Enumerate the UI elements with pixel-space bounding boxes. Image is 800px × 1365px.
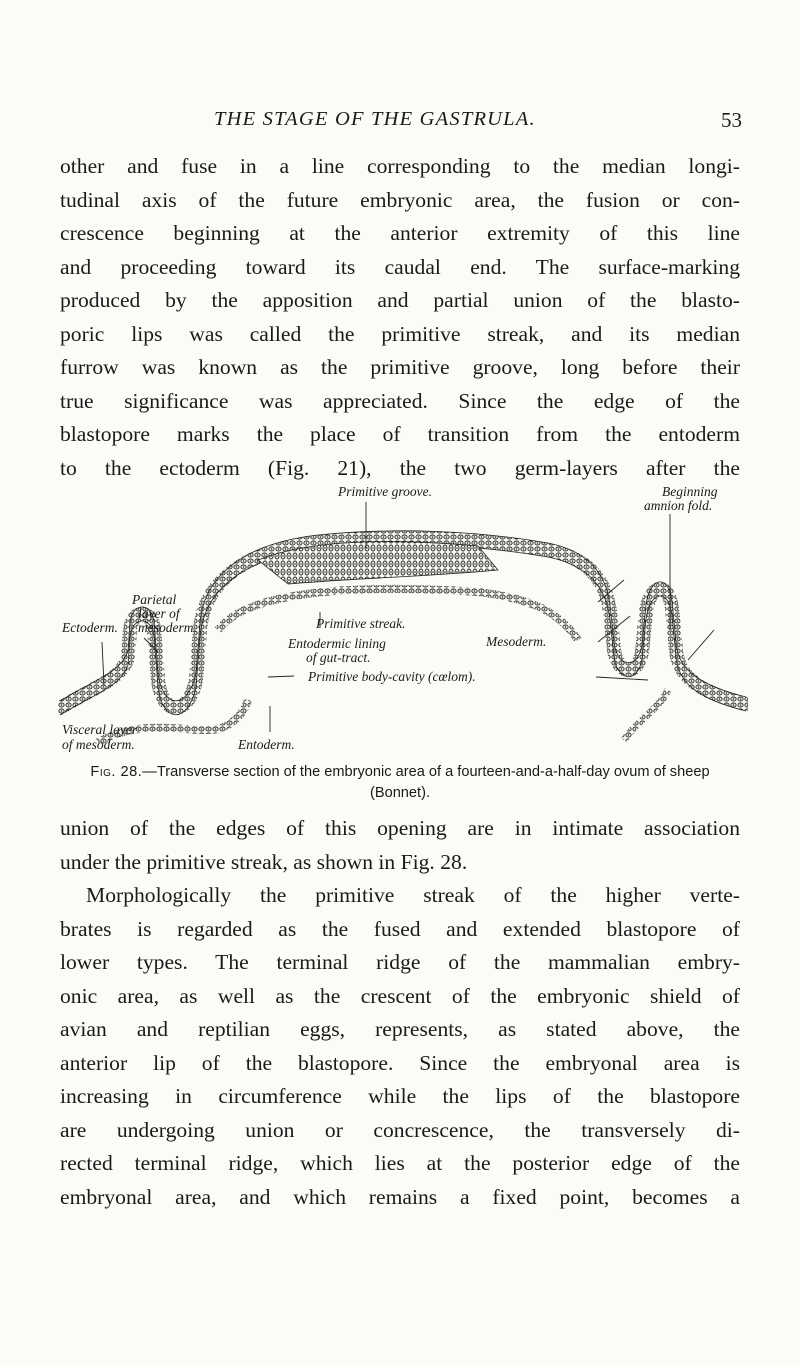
figure-caption <box>60 762 740 804</box>
text-line: under the primitive streak, as shown in Fig. 28. <box>60 849 468 874</box>
running-head-title: THE STAGE OF THE GASTRULA. <box>214 108 536 130</box>
running-head <box>0 108 800 138</box>
text-line: are undergoing union or concrescence, the transversely di- <box>60 1117 740 1142</box>
text-line: crescence beginning at the anterior extremity of this line <box>60 221 740 245</box>
label-entoderm: Entoderm. <box>238 737 295 752</box>
text-line: Morphologically the primitive streak of the higher verte- <box>86 883 740 907</box>
text-line: tudinal axis of the future embryonic area, the fusion or con- <box>60 187 740 212</box>
text-line: to the ectoderm (Fig. 21), the two germ-layers after the <box>60 455 740 480</box>
text-line: poric lips was called the primitive streak, and its median <box>60 321 740 346</box>
text-line: blastopore marks the place of transition from the entoderm <box>60 422 740 446</box>
label-primitive-streak: Primitive streak. <box>316 616 406 631</box>
paragraph-1 <box>60 150 740 485</box>
section-illustration <box>58 480 748 776</box>
text-line: increasing in circumference while the lips of the blastopore <box>60 1084 740 1108</box>
label-visceral-mesoderm: of mesoderm. <box>62 737 135 752</box>
text-line: produced by the apposition and partial union of the blasto- <box>60 288 740 312</box>
text-line: and proceeding toward its caudal end. The surface-marking <box>60 254 740 279</box>
text-line: onic area, as well as the crescent of the embryonic shield of <box>60 983 740 1008</box>
text-line: true significance was appreciated. Since the edge of the <box>60 388 740 413</box>
label-body-cavity: Primitive body-cavity (cœlom). <box>308 669 476 684</box>
label-gut-tract: of gut-tract. <box>306 650 371 665</box>
text-line: lower types. The terminal ridge of the mammalian embry- <box>60 950 740 974</box>
page-number: 53 <box>721 108 742 132</box>
figure-28 <box>58 480 748 776</box>
mesoderm-layer <box>218 589 578 640</box>
paragraph-2 <box>60 812 740 1214</box>
label-beginning: Beginning <box>662 484 718 499</box>
text-line: furrow was known as the primitive groove, long before their <box>60 355 740 379</box>
text-line: union of the edges of this opening are in intimate association <box>60 816 740 840</box>
text-line: anterior lip of the blastopore. Since the embryonal area is <box>60 1050 740 1075</box>
text-line: embryonal area, and which remains a fixed point, becomes a <box>60 1184 740 1209</box>
label-layer-of: layer of <box>138 606 180 621</box>
label-mesoderm-parietal: mesoderm. <box>138 620 197 635</box>
label-mesoderm: Mesoderm. <box>486 634 547 649</box>
text-line: brates is regarded as the fused and extended blastopore of <box>60 916 740 941</box>
entoderm-layer <box>624 690 668 740</box>
text-line: avian and reptilian eggs, represents, as stated above, the <box>60 1017 740 1041</box>
text-line: other and fuse in a line corresponding to the median longi- <box>60 154 740 178</box>
label-amnion-fold: amnion fold. <box>644 498 713 513</box>
label-ectoderm: Ectoderm. <box>62 620 118 635</box>
caption-text: —Transverse section of the embryonic area of a fourteen-and-a-half-day ovum of sheep (Bonnet). <box>142 764 710 801</box>
caption-label: Fig. 28. <box>90 764 143 780</box>
label-visceral-layer: Visceral layer <box>62 722 138 737</box>
label-parietal: Parietal <box>132 592 177 607</box>
label-entodermic-lining: Entodermic lining <box>288 636 386 651</box>
text-line: rected terminal ridge, which lies at the posterior edge of the <box>60 1151 740 1175</box>
label-primitive-groove: Primitive groove. <box>338 484 432 499</box>
